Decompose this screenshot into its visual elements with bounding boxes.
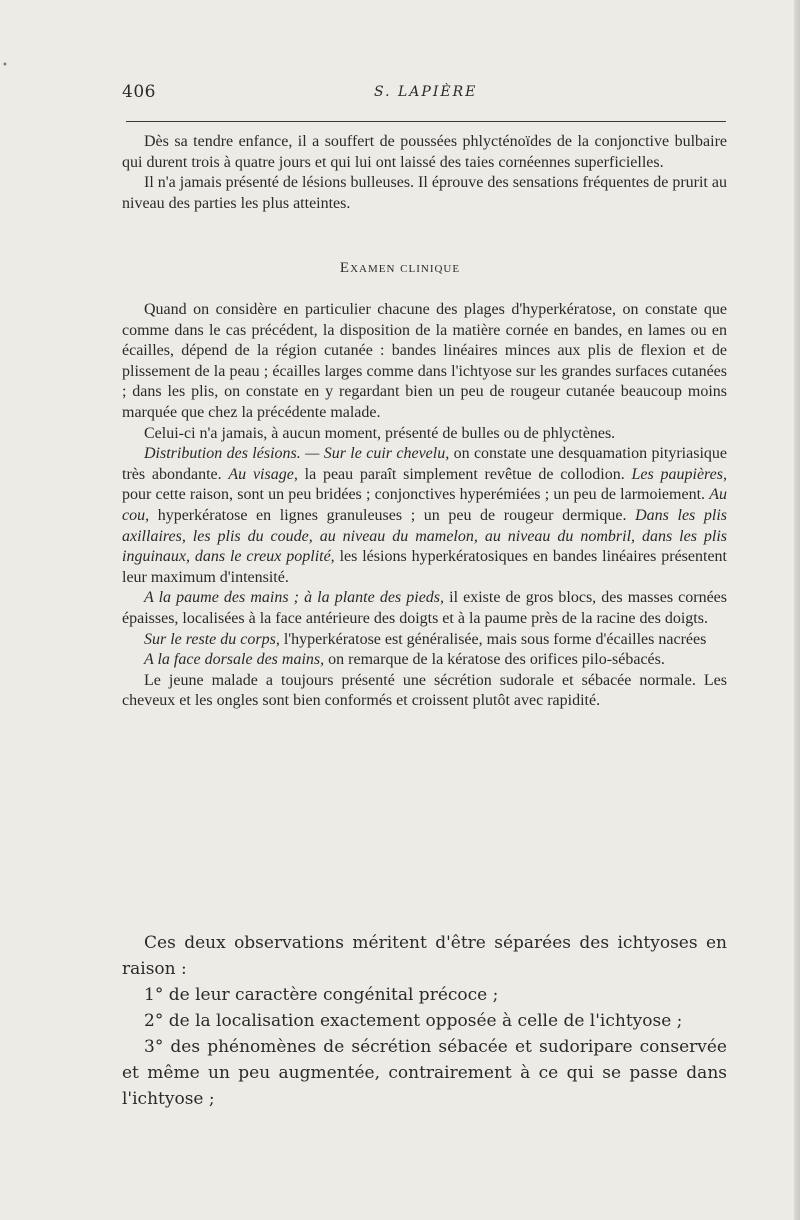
- text-run: l'hyperkératose est généralisée, mais sous forme d'écailles nacrées: [279, 630, 707, 648]
- paragraph: Quand on considère en particulier chacune des plages d'hyperkératose, on constate que comme dans le cas précédent, la disposition de la matière cornée en bandes, en lames ou en écailles, dépend de la région cutanée : bandes linéaires minces aux plis de flexion et de plissement de la peau ; écailles larges comme dans l'ichtyose sur les grandes surfaces cutanées ; dans les plis, on constate en y regardant bien un peu de rougeur cutanée beaucoup moins marquée que chez la précédente malade.: [122, 301, 727, 421]
- italic-phrase: A la face dorsale des mains,: [144, 651, 325, 669]
- text-run: les lésions hyperkératosiques en bandes linéaires présentent leur maximum d'intensité.: [122, 548, 727, 586]
- page-number: 406: [122, 82, 156, 102]
- text-run: pour cette raison, sont un peu bridées ; conjonctives hyperémiées ; un peu de larmoiement.: [122, 486, 710, 504]
- text-run: la peau paraît simplement revêtue de collodion.: [297, 465, 632, 483]
- paragraph: Dès sa tendre enfance, il a souffert de poussées phlycténoïdes de la conjonctive bulbaire qui durent trois à quatre jours et qui lui ont laissé des taies cornéennes superficielles.: [122, 133, 727, 171]
- paragraph: Ces deux observations méritent d'être séparées des ichtyoses en raison :: [122, 933, 727, 979]
- conclusion-text: [122, 930, 727, 1112]
- list-item: 2° de la localisation exactement opposée à celle de l'ichtyose ;: [144, 1011, 683, 1031]
- text-run: hyperkératose en lignes granuleuses ; un peu de rougeur dermique.: [149, 506, 636, 524]
- header-rule: [126, 121, 726, 122]
- text-run: on remarque de la kératose des orifices pilo-sébacés.: [324, 651, 665, 669]
- paragraph: Celui-ci n'a jamais, à aucun moment, présenté de bulles ou de phlyctènes.: [144, 424, 616, 442]
- margin-mark: •: [2, 60, 8, 71]
- list-item: 3° des phénomènes de sécrétion sébacée et sudoripare conservée et même un peu augmentée, contrairement à ce qui se passe dans l'ichtyose ;: [122, 1037, 727, 1109]
- paragraph: Il n'a jamais présenté de lésions bulleuses. Il éprouve des sensations fréquentes de prurit au niveau des parties les plus atteintes.: [122, 174, 727, 212]
- italic-phrase: Au visage,: [228, 465, 298, 483]
- italic-phrase: Distribution des lésions. — Sur le cuir chevelu,: [144, 445, 450, 463]
- running-head: [122, 82, 727, 108]
- italic-phrase: Dans les plis axillaires, les plis du coude, au niveau du mamelon, au niveau du nombril, dans les plis inguinaux, dans le creux poplité,: [122, 506, 727, 566]
- paragraph: [122, 588, 727, 629]
- paragraph: [122, 444, 727, 588]
- italic-phrase: Sur le reste du corps,: [144, 630, 280, 648]
- paragraph: [122, 630, 727, 651]
- italic-phrase: A la paume des mains ; à la plante des pieds,: [144, 589, 445, 607]
- section-heading: Examen clinique: [339, 260, 461, 276]
- text-run: on constate une desquamation pityriasique très abondante.: [122, 445, 727, 483]
- paragraph: Le jeune malade a toujours présenté une sécrétion sudorale et sébacée normale. Les cheveux et les ongles sont bien conformés et croissent plutôt avec rapidité.: [122, 671, 727, 710]
- list-item: 1° de leur caractère congénital précoce ;: [144, 985, 499, 1005]
- page-edge: [794, 0, 800, 1220]
- italic-phrase: Au cou,: [122, 486, 727, 524]
- text-run: il existe de gros blocs, des masses cornées épaisses, localisées à la face antérieure des doigts et à la paume près de la racine des doigts.: [122, 589, 727, 627]
- clinical-exam-text: [122, 300, 727, 712]
- italic-phrase: Les paupières,: [631, 465, 728, 483]
- paragraph: [122, 650, 727, 671]
- opening-paragraphs: [122, 132, 727, 214]
- author-running-title: S. LAPIÈRE: [374, 84, 478, 100]
